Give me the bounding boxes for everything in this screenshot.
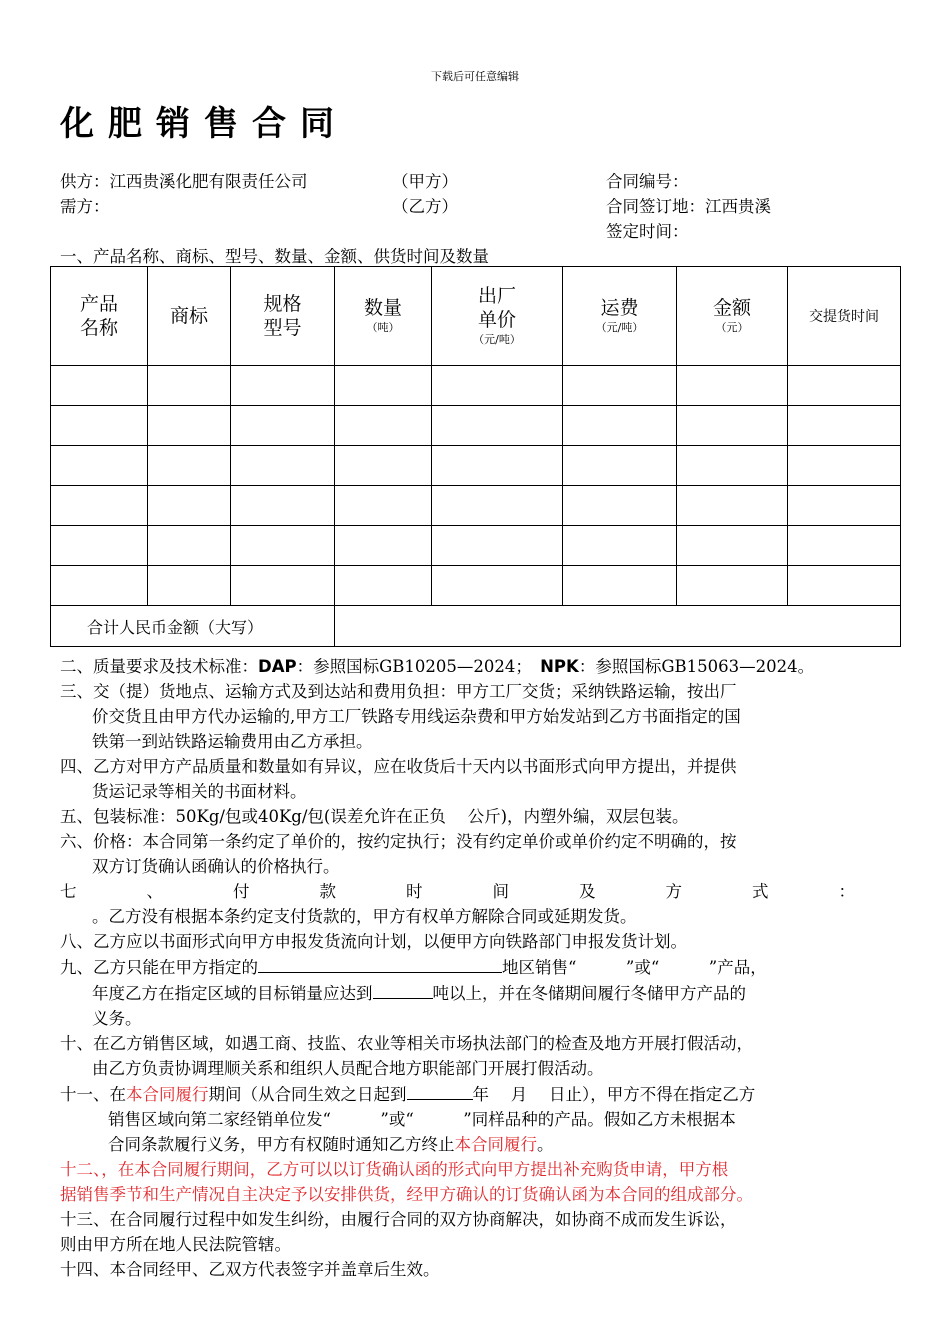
- sales-region-blank[interactable]: [258, 954, 502, 973]
- header-delivery-time: 交提货时间: [788, 267, 901, 366]
- end-year-blank[interactable]: [407, 1081, 473, 1100]
- page-title: 化肥销售合同: [60, 104, 348, 144]
- header-freight: 运费 （元/吨）: [563, 267, 677, 366]
- clause-5: 五、包装标准：50Kg/包或40Kg/包(误差允许在正负 公斤)，内塑外编，双层包装。: [60, 807, 689, 826]
- table-row: [51, 446, 901, 486]
- section-1-title: 一、产品名称、商标、型号、数量、金额、供货时间及数量: [60, 247, 489, 266]
- header-note: 下载后可任意编辑: [431, 70, 519, 83]
- total-amount-label: 合计人民币金额（大写）: [51, 606, 335, 647]
- clause-7: 七 、 付 款 时 间 及 方 式 ：: [60, 882, 855, 901]
- table-row: [51, 566, 901, 606]
- clause-10: 十、在乙方销售区域，如遇工商、技监、农业等相关市场执法部门的检查及地方开展打假活动，: [60, 1034, 753, 1053]
- clause-12: 十二、，在本合同履行期间，乙方可以以订货确认函的形式向甲方提出补充购货申请，甲方根: [60, 1160, 729, 1179]
- table-row: [51, 406, 901, 446]
- clause-2: 二、质量要求及技术标准：DAP：参照国标GB10205—2024； NPK：参照国标GB15063—2024。: [60, 657, 815, 676]
- table-row: [51, 526, 901, 566]
- header-quantity: 数量 （吨）: [335, 267, 432, 366]
- table-row: [51, 486, 901, 526]
- header-spec: 规格 型号: [231, 267, 335, 366]
- header-brand: 商标: [148, 267, 231, 366]
- sign-time-label: 签定时间：: [606, 222, 689, 241]
- clause-3: 三、交（提）货地点、运输方式及到达站和费用负担：甲方工厂交货；采纳铁路运输，按出厂: [60, 682, 737, 701]
- supplier-role: （甲方）: [392, 172, 458, 191]
- clause-9: 九、乙方只能在甲方指定的 地区销售“ ”或“ ”产品，: [60, 954, 870, 980]
- header-amount: 金额 （元）: [677, 267, 788, 366]
- contract-number-label: 合同编号：: [606, 172, 689, 191]
- total-amount-value[interactable]: [335, 606, 901, 647]
- sign-place: 合同签订地：江西贵溪: [606, 197, 771, 216]
- header-product-name: 产品 名称: [51, 267, 148, 366]
- buyer-role: （乙方）: [392, 197, 458, 216]
- clause-4: 四、乙方对甲方产品质量和数量如有异议，应在收货后十天内以书面形式向甲方提出，并提供: [60, 757, 737, 776]
- header-unit-price: 出厂 单价 （元/吨）: [432, 267, 563, 366]
- table-row: [51, 366, 901, 406]
- buyer-label: 需方：: [60, 197, 110, 216]
- table-header-row: [51, 267, 901, 366]
- target-volume-blank[interactable]: [373, 980, 433, 999]
- product-table: [50, 266, 901, 647]
- clause-14: 十四、本合同经甲、乙双方代表签字并盖章后生效。: [60, 1260, 440, 1279]
- clause-11: 十一、在本合同履行期间（从合同生效之日起到 年 月 日止），甲方不得在指定乙方: [60, 1081, 870, 1107]
- contract-clauses: 二、质量要求及技术标准：DAP：参照国标GB10205—2024； NPK：参照国标GB15063—2024。 三、交（提）货地点、运输方式及到达站和费用负担：甲方工厂交货；采纳铁路运输，按出厂 价交货且由甲方代办运输的,甲方工厂铁路专用线运杂费和甲方始发站到乙方书面指定的国 铁第一到站铁路运输费用由乙方承担。 四、乙方对甲方产品质量和数量如有异议，应在收货后十天内以书面形式向甲方提出，并提供 货运记录等相关的书面材料。 五、包装标准：50Kg/包或40Kg/包(误差允许在正负 公斤)，内塑外编，双层包装。 六、价格：本合同第一条约定了单价的，按约定执行；没有约定单价或单价约定不明确的，按 双方订货确认函确认的价格执行。 七 、 付 款 时 间 及 方 式 ： 。乙方没有根据本条约定支付货款的，甲方有权单方解除合同或延期发货。 八、乙方应以书面形式向甲方申报发货流向计划，以便甲方向铁路部门申报发货计划。 九、乙方只能在甲方指定的 地区销售“ ”或“ ”产品， 年度乙方在指定区域的目标销量应达到 吨以上，并在冬储期间履行冬储甲方产品的 义务。 十、在乙方销售区域，如遇工商、技监、农业等相关市场执法部门的检查及地方开展打假活动， 由乙方负责协调理顺关系和组织人员配合地方职能部门开展打假活动。 十一、在本合同履行期间（从合同生效之日起到 年 月 日止），甲方不得在指定乙方 销售区域向第二家经销单位发“ ”或“ ”同样品种的产品。假如乙方未根据本 合同条款履行义务，甲方有权随时通知乙方终止本合同履行。 十二、，在本合同履行期间，乙方可以以订货确认函的形式向甲方提出补充购货申请，甲方根 据销售季节和生产情况自主决定予以安排供货，经甲方确认的订货确认函为本合同的组成部分。 十三、在合同履行过程中如发生纠纷，由履行合同的双方协商解决，如协商不成而发生诉讼， 则由甲方所在地人民法院管辖。 十四、本合同经甲、乙双方代表签字并盖章后生效。: [60, 654, 870, 1282]
- clause-8: 八、乙方应以书面形式向甲方申报发货流向计划，以便甲方向铁路部门申报发货计划。: [60, 932, 687, 951]
- clause-6: 六、价格：本合同第一条约定了单价的，按约定执行；没有约定单价或单价约定不明确的，按: [60, 832, 737, 851]
- supplier-label: 供方：江西贵溪化肥有限责任公司: [60, 172, 308, 191]
- clause-13: 十三、在合同履行过程中如发生纠纷，由履行合同的双方协商解决，如协商不成而发生诉讼，: [60, 1210, 737, 1229]
- table-total-row: [51, 606, 901, 647]
